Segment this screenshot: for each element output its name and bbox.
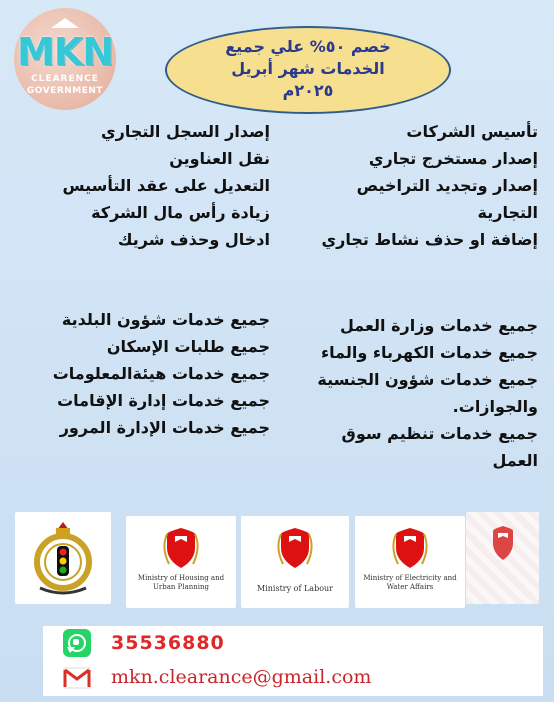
housing-ministry-card	[126, 516, 236, 608]
service-item: جميع خدمات الكهرباء والماء	[320, 343, 538, 362]
labour-ministry-card	[241, 516, 349, 608]
service-item: نقل العناوين	[169, 149, 270, 168]
logo-brand: MKN	[16, 30, 114, 74]
services-right-top	[288, 118, 538, 253]
services-right-bottom	[288, 312, 538, 474]
bahrain-emblem-icon	[483, 522, 523, 566]
mkn-logo	[14, 8, 116, 110]
email-address[interactable]: mkn.clearance@gmail.com	[111, 666, 372, 688]
ministry-logos	[15, 508, 539, 608]
service-item: والجوازات.	[452, 397, 538, 416]
ministry-caption: Ministry of Housing and Urban Planning	[137, 574, 225, 591]
contact-box	[43, 626, 543, 696]
service-item: إصدار وتجديد التراخيص	[356, 176, 538, 195]
services-left-top	[20, 118, 270, 253]
bahrain-emblem-icon	[275, 526, 315, 570]
banner-line-2: الخدمات شهر أبريل	[231, 59, 385, 78]
service-item: جميع طلبات الإسكان	[106, 337, 270, 356]
email-row	[63, 662, 371, 692]
service-item: جميع خدمات تنظيم سوق	[341, 424, 538, 443]
bahrain-emblem-icon	[161, 526, 201, 570]
service-item: إضافة او حذف نشاط تجاري	[321, 230, 538, 249]
service-item: التجارية	[477, 203, 538, 222]
ministry-caption: Ministry of Electricity and Water Affairs	[363, 574, 457, 591]
bahrain-emblem-icon	[390, 526, 430, 570]
logo-line-2: GOVERNMENT	[26, 86, 104, 96]
service-item: جميع خدمات هيئةالمعلومات	[52, 364, 270, 383]
ministry-caption: Ministry of Labour	[257, 584, 333, 593]
service-item: التعديل على عقد التأسيس	[62, 176, 270, 195]
service-item: العمل	[492, 451, 538, 470]
roof-icon	[51, 18, 79, 28]
services-left-bottom	[20, 306, 270, 441]
service-item: جميع خدمات الإدارة المرور	[59, 418, 270, 437]
phone-number[interactable]: 35536880	[111, 632, 225, 654]
service-item: جميع خدمات شؤون الجنسية	[317, 370, 538, 389]
logo-line-1: CLEARENCE	[31, 74, 99, 84]
service-item: ادخال وحذف شريك	[117, 230, 270, 249]
banner-line-1: خصم ٥٠% علي جميع	[225, 37, 391, 56]
phone-row	[63, 628, 225, 658]
discount-banner	[165, 26, 451, 114]
service-item: جميع خدمات شؤون البلدية	[61, 310, 270, 329]
traffic-emblem-icon	[28, 518, 98, 598]
legal-authority-card	[466, 512, 539, 604]
service-item: إصدار السجل التجاري	[100, 122, 270, 141]
service-item: جميع خدمات وزارة العمل	[339, 316, 538, 335]
service-item: إصدار مستخرج تجاري	[368, 149, 538, 168]
whatsapp-icon	[63, 629, 91, 657]
banner-line-3: ٢٠٢٥م	[282, 81, 334, 100]
electricity-ministry-card	[355, 516, 465, 608]
service-item: جميع خدمات إدارة الإقامات	[57, 391, 270, 410]
traffic-emblem-card	[15, 512, 111, 604]
service-item: تأسيس الشركات	[406, 122, 538, 141]
service-item: زيادة رأس مال الشركة	[91, 203, 270, 222]
gmail-icon	[63, 667, 91, 689]
